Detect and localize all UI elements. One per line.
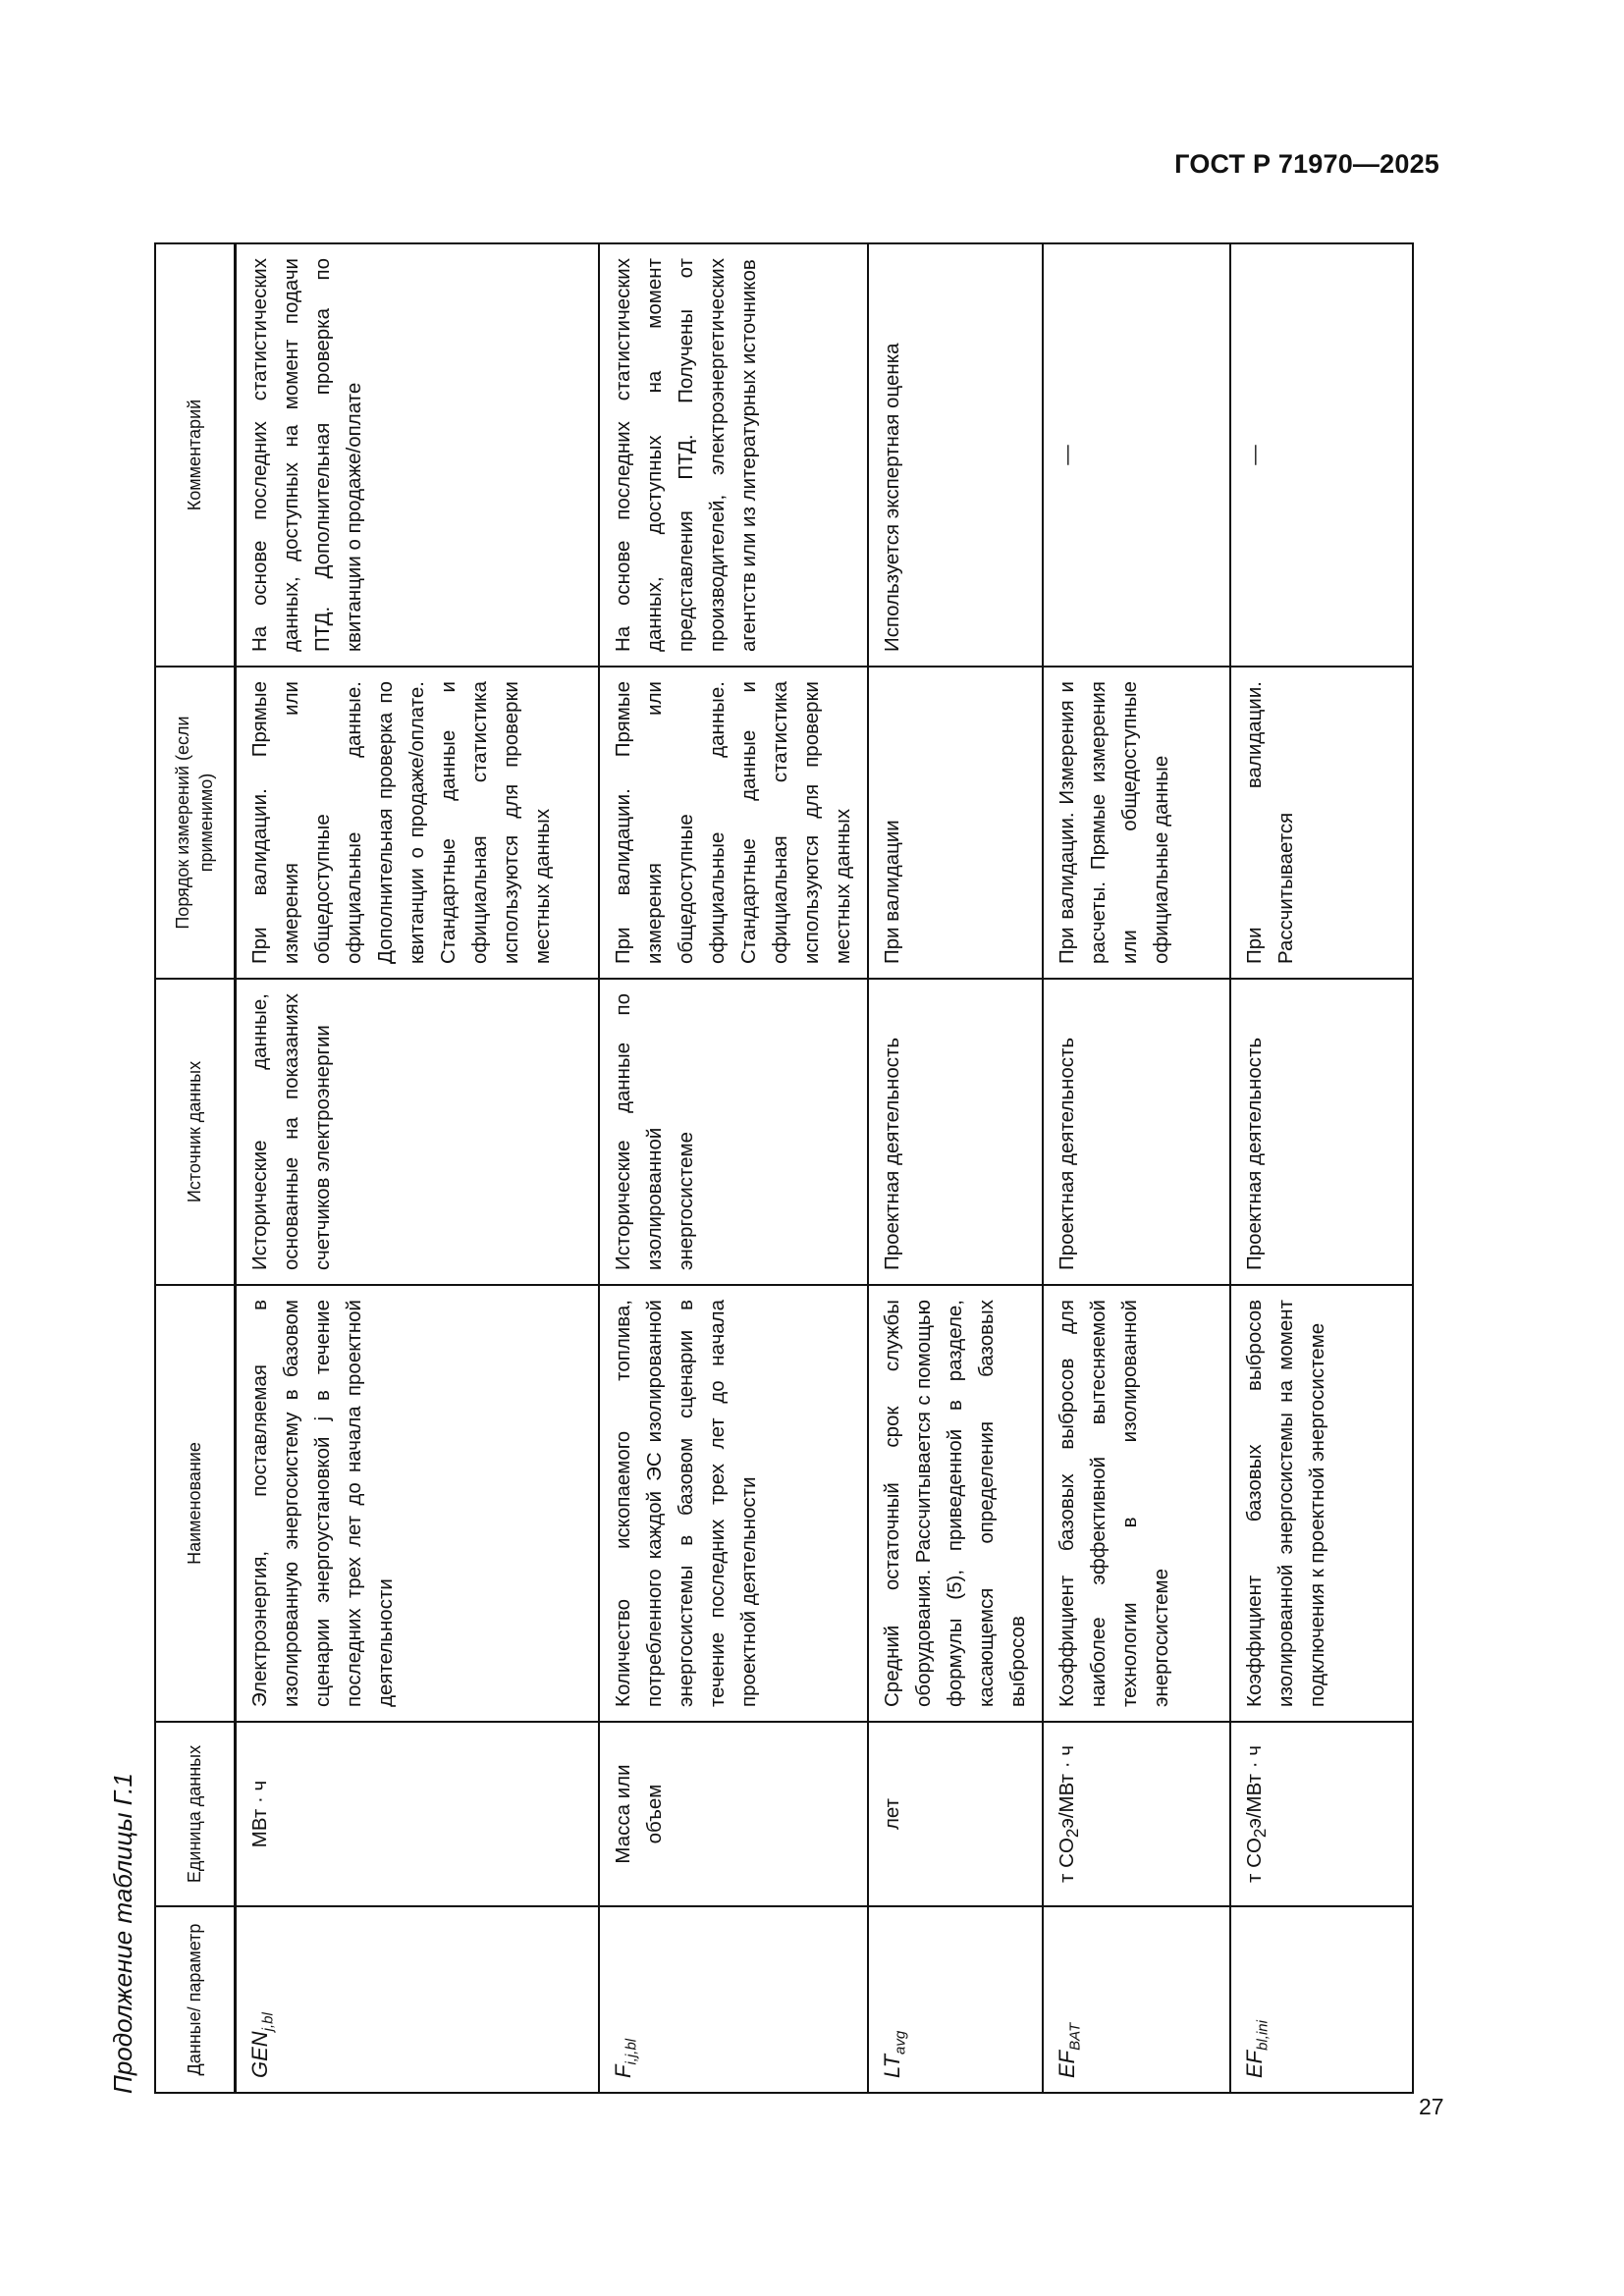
data-table [154, 242, 1414, 2094]
unit-cell [1230, 1722, 1413, 1906]
source-cell: Проектная деятельность [1043, 979, 1230, 1285]
unit-prefix: т CO [1056, 1838, 1078, 1883]
table-header-row [155, 243, 235, 2093]
unit-cell: лет [868, 1722, 1043, 1906]
unit-prefix: т CO [1243, 1838, 1266, 1883]
rotated-table-block [108, 244, 1443, 2094]
unit-subscript: 2 [1251, 1828, 1271, 1839]
procedure-cell: При валидации. Измерения и расчеты. Прямые измерения или общедоступные официальные данные [1043, 667, 1230, 979]
param-cell [599, 1906, 868, 2093]
table-row [1230, 243, 1413, 2093]
source-cell: Проектная деятельность [1230, 979, 1413, 1285]
param-cell [1043, 1906, 1230, 2093]
procedure-cell: При валидации. Прямые измерения или общедоступные официальные данные. Дополнительная проверка по квитанции о продаже/оплате. Стандартные данные и официальная статистика используются для проверки местных данных [235, 667, 599, 979]
name-cell: Коэффициент базовых выбросов изолированной энергосистемы на момент подключения к проектной энергосистеме [1230, 1285, 1413, 1722]
source-cell: Исторические данные, основанные на показаниях счетчиков электроэнергии [235, 979, 599, 1285]
param-symbol: LT [880, 2054, 904, 2078]
param-cell [235, 1906, 599, 2093]
source-cell: Исторические данные по изолированной энергосистеме [599, 979, 868, 1285]
col-header-unit: Единица данных [155, 1722, 235, 1906]
col-header-param: Данные/ параметр [155, 1906, 235, 2093]
comment-cell: — [1043, 243, 1230, 667]
comment-cell: На основе последних статистических данных, доступных на момент представления ПТД. Получены от производителей, электроэнергетических агентств или из литературных источников [599, 243, 868, 667]
param-symbol: F [611, 2064, 635, 2078]
name-cell: Средний остаточный срок службы оборудования. Рассчитывается с помощью формулы (5), приведенной в разделе, касающемся определения базовых выбросов [868, 1285, 1043, 1722]
param-subscript: bl,ini [1254, 2020, 1272, 2051]
procedure-cell: При валидации. Прямые измерения или общедоступные официальные данные. Стандартные данные и официальная статистика используются для проверки местных данных [599, 667, 868, 979]
comment-cell: — [1230, 243, 1413, 667]
procedure-cell: При валидации [868, 667, 1043, 979]
param-symbol: EF [1055, 2050, 1079, 2078]
standard-number: ГОСТ Р 71970—2025 [1174, 149, 1439, 179]
param-cell [1230, 1906, 1413, 2093]
param-symbol: EF [1242, 2050, 1267, 2078]
page-number: 27 [1419, 2094, 1444, 2119]
source-cell: Проектная деятельность [868, 979, 1043, 1285]
param-subscript: i,j,bl [623, 2038, 640, 2065]
name-cell: Электроэнергия, поставляемая в изолированную энергосистему в базовом сценарии энергоустановкой j в течение последних трех лет до начала проектной деятельности [235, 1285, 599, 1722]
col-header-comment: Комментарий [155, 243, 235, 667]
unit-cell: МВт · ч [235, 1722, 599, 1906]
unit-cell [1043, 1722, 1230, 1906]
unit-subscript: 2 [1063, 1828, 1083, 1839]
param-subscript: j,bl [258, 2012, 276, 2032]
table-caption: Продолжение таблицы Г.1 [108, 1773, 137, 2094]
table-row [1043, 243, 1230, 2093]
col-header-procedure: Порядок измерений (если применимо) [155, 667, 235, 979]
procedure-cell: При валидации. Рассчитывается [1230, 667, 1413, 979]
unit-suffix: э/МВт · ч [1056, 1745, 1078, 1829]
name-cell: Количество ископаемого топлива, потребленного каждой ЭС изолированной энергосистемы в базовом сценарии в течение последних трех лет до начала проектной деятельности [599, 1285, 868, 1722]
param-subscript: BAT [1066, 2022, 1084, 2051]
unit-suffix: э/МВт · ч [1243, 1745, 1266, 1829]
name-cell: Коэффициент базовых выбросов для наиболее эффективной вытесняемой технологии в изолированной энергосистеме [1043, 1285, 1230, 1722]
table-row [235, 243, 599, 2093]
comment-cell: На основе последних статистических данных, доступных на момент подачи ПТД. Дополнительная проверка по квитанции о продаже/оплате [235, 243, 599, 667]
param-subscript: avg [892, 2030, 909, 2055]
col-header-name: Наименование [155, 1285, 235, 1722]
comment-cell: Используется экспертная оценка [868, 243, 1043, 667]
col-header-source: Источник данных [155, 979, 235, 1285]
param-cell [868, 1906, 1043, 2093]
table-row [868, 243, 1043, 2093]
param-symbol: GEN [246, 2031, 272, 2078]
table-row [599, 243, 868, 2093]
unit-cell: Масса или объем [599, 1722, 868, 1906]
